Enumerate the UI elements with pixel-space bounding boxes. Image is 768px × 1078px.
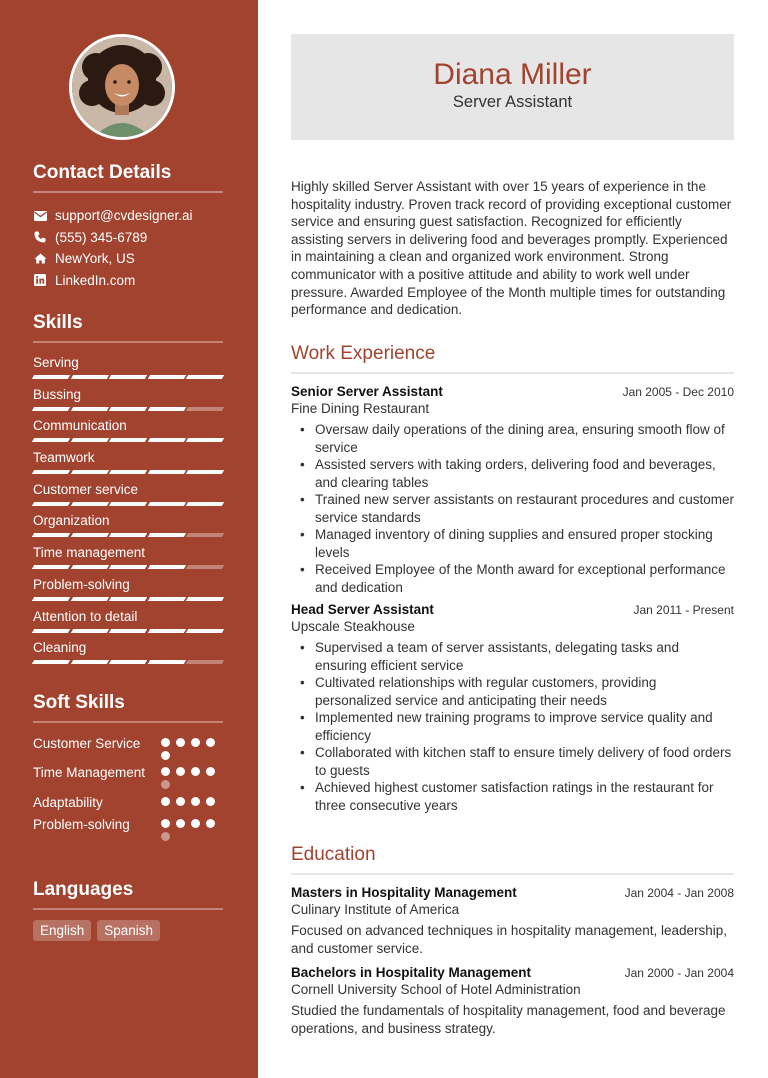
degree-title: Bachelors in Hospitality Management xyxy=(291,965,532,981)
skill-level-segment xyxy=(32,533,70,537)
contact-linkedin[interactable] xyxy=(33,270,223,292)
education-section xyxy=(291,844,734,1037)
job-bullets xyxy=(291,421,734,596)
skill-item xyxy=(33,512,223,544)
job-bullet: • Achieved highest customer satisfaction ratings in the restaurant for three consecutive years xyxy=(291,779,734,814)
skill-level-segment xyxy=(109,470,147,474)
skill-level-segment xyxy=(70,533,108,537)
skill-level-segment xyxy=(70,407,108,411)
skill-level-bar xyxy=(33,502,223,506)
skills-section xyxy=(33,312,223,671)
education-dates: Jan 2000 - Jan 2004 xyxy=(624,966,734,981)
contact-location-text: NewYork, US xyxy=(55,251,135,267)
contact-phone[interactable] xyxy=(33,227,223,249)
job-bullet: • Supervised a team of server assistants, delegating tasks and ensuring efficient service xyxy=(291,639,734,674)
skill-level-segment xyxy=(32,565,70,569)
education-header xyxy=(291,885,734,900)
skill-level-segment xyxy=(109,597,147,601)
rating-dot xyxy=(191,738,200,747)
skill-level-bar xyxy=(33,660,223,664)
skill-level-segment xyxy=(70,629,108,633)
skill-level-segment xyxy=(32,629,70,633)
education-dates: Jan 2004 - Jan 2008 xyxy=(624,886,734,900)
rating-dot xyxy=(206,819,215,828)
skill-name: Time management xyxy=(33,545,146,561)
skill-level-bar xyxy=(33,470,223,474)
skill-level-bar xyxy=(33,438,223,442)
skill-name: Organization xyxy=(33,513,110,529)
skill-level-segment xyxy=(109,407,147,411)
soft-skill-name: Customer Service xyxy=(33,736,141,751)
skill-item xyxy=(33,481,223,513)
language-tag: Spanish xyxy=(97,920,160,941)
job-header xyxy=(291,602,734,617)
languages-section xyxy=(33,879,223,941)
education-header xyxy=(291,965,734,980)
job-header xyxy=(291,384,734,399)
skill-level-bar xyxy=(33,629,223,633)
job-bullet: • Assisted servers with taking orders, delivering food and beverages, and clearing tables xyxy=(291,456,734,491)
soft-skills-section xyxy=(33,692,223,841)
skill-item xyxy=(33,449,223,481)
education-description: Focused on advanced techniques in hospitality management, leadership, and customer service. xyxy=(291,923,728,956)
soft-skill-item xyxy=(33,816,223,841)
skill-level-segment xyxy=(148,565,186,569)
linkedin-icon xyxy=(33,273,47,287)
skill-level-segment xyxy=(186,660,224,664)
contact-title: Contact Details xyxy=(33,162,223,193)
rating-dot xyxy=(161,832,170,841)
school-name: Cornell University School of Hotel Administration xyxy=(291,982,581,998)
skill-level-segment xyxy=(70,375,108,379)
skill-level-segment xyxy=(186,533,224,537)
job-entry xyxy=(291,602,734,814)
education-description: Studied the fundamentals of hospitality management, food and beverage operations, and business strategy. xyxy=(291,1003,726,1036)
skill-level-bar xyxy=(33,375,223,379)
skill-level-segment xyxy=(109,502,147,506)
skill-item xyxy=(33,639,223,671)
skill-level-segment xyxy=(148,407,186,411)
candidate-name: Diana Miller xyxy=(433,58,592,91)
soft-skill-name: Problem-solving xyxy=(33,817,130,832)
rating-dot xyxy=(161,797,170,806)
sidebar xyxy=(0,0,258,1078)
rating-dot xyxy=(206,738,215,747)
job-bullet: • Implemented new training programs to improve service quality and efficiency xyxy=(291,709,734,744)
contact-section xyxy=(33,162,223,291)
job-bullet: • Managed inventory of dining supplies and ensured proper stocking levels xyxy=(291,526,734,561)
skill-level-segment xyxy=(109,629,147,633)
skill-level-segment xyxy=(186,470,224,474)
rating-dot xyxy=(206,797,215,806)
skill-level-segment xyxy=(32,597,70,601)
skill-level-segment xyxy=(186,597,224,601)
education-entry xyxy=(291,965,734,1037)
skill-item xyxy=(33,576,223,608)
skill-level-segment xyxy=(70,660,108,664)
soft-skill-item xyxy=(33,794,223,811)
skill-level-segment xyxy=(32,502,70,506)
skill-level-segment xyxy=(148,660,186,664)
skill-level-segment xyxy=(70,502,108,506)
soft-skills-title: Soft Skills xyxy=(33,692,223,723)
home-icon xyxy=(33,252,47,266)
skill-name: Communication xyxy=(33,418,127,434)
skill-level-bar xyxy=(33,407,223,411)
skill-level-segment xyxy=(148,533,186,537)
work-section xyxy=(291,343,734,814)
avatar-icon xyxy=(72,37,172,137)
skill-level-segment xyxy=(148,502,186,506)
soft-skill-rating xyxy=(161,735,223,760)
skill-item xyxy=(33,544,223,576)
job-bullets xyxy=(291,639,734,814)
job-title: Head Server Assistant xyxy=(291,602,434,617)
job-dates: Jan 2005 - Dec 2010 xyxy=(622,385,734,399)
soft-skill-item xyxy=(33,764,223,789)
skill-item xyxy=(33,417,223,449)
rating-dot xyxy=(161,780,170,789)
skill-level-segment xyxy=(109,533,147,537)
rating-dot xyxy=(206,767,215,776)
job-bullet: • Trained new server assistants on restaurant procedures and customer service standards xyxy=(291,491,734,526)
envelope-icon xyxy=(33,209,47,223)
skill-level-segment xyxy=(70,438,108,442)
skill-level-segment xyxy=(186,629,224,633)
header xyxy=(291,34,734,140)
phone-icon xyxy=(33,230,47,244)
degree-title: Masters in Hospitality Management xyxy=(291,885,517,900)
skill-level-segment xyxy=(186,375,224,379)
education-title: Education xyxy=(291,844,734,875)
skill-level-segment xyxy=(70,470,108,474)
skill-level-segment xyxy=(109,438,147,442)
summary-text: Highly skilled Server Assistant with over 15 years of experience in the hospitality industry. Proven track record of providing exceptional customer service and ensuring guest satisfaction. Recognized for efficiently assisting servers in delivering food and beverages promptly. Experienced in maintaining a clean and organized work environment. Strong communicator with a positive attitude and ability to work well under pressure. Awarded Employee of the Month multiple times for outstanding performance and dedication. xyxy=(291,179,732,318)
summary-section xyxy=(291,178,734,319)
soft-skill-rating xyxy=(161,794,223,811)
job-bullet: • Oversaw daily operations of the dining area, ensuring smooth flow of service xyxy=(291,421,734,456)
skill-level-segment xyxy=(148,375,186,379)
language-tag: English xyxy=(33,920,91,941)
rating-dot xyxy=(161,751,170,760)
skill-name: Problem-solving xyxy=(33,576,130,592)
rating-dot xyxy=(191,819,200,828)
rating-dot xyxy=(176,738,185,747)
skill-level-segment xyxy=(32,470,70,474)
job-bullet: • Cultivated relationships with regular customers, providing personalized service and anticipating their needs xyxy=(291,674,734,709)
soft-skill-name: Adaptability xyxy=(33,795,103,810)
skill-name: Cleaning xyxy=(33,640,87,656)
contact-location xyxy=(33,248,223,270)
skill-level-segment xyxy=(70,597,108,601)
skill-name: Serving xyxy=(33,355,79,370)
skill-level-segment xyxy=(32,438,70,442)
job-company: Upscale Steakhouse xyxy=(291,619,415,634)
skill-level-segment xyxy=(32,660,70,664)
skill-level-segment xyxy=(109,565,147,569)
soft-skill-item xyxy=(33,735,223,760)
skill-name: Bussing xyxy=(33,386,82,402)
rating-dot xyxy=(191,797,200,806)
skill-level-segment xyxy=(70,565,108,569)
skill-item xyxy=(33,608,223,640)
rating-dot xyxy=(176,767,185,776)
skill-name: Attention to detail xyxy=(33,608,138,624)
job-title: Senior Server Assistant xyxy=(291,384,443,399)
languages-title: Languages xyxy=(33,879,223,910)
skill-level-segment xyxy=(32,407,70,411)
skill-level-segment xyxy=(186,438,224,442)
contact-linkedin-text: LinkedIn.com xyxy=(55,272,136,288)
skill-level-segment xyxy=(148,629,186,633)
skill-item xyxy=(33,354,223,386)
skill-level-bar xyxy=(33,597,223,601)
rating-dot xyxy=(161,738,170,747)
skills-title: Skills xyxy=(33,312,223,343)
skill-name: Teamwork xyxy=(33,450,95,466)
rating-dot xyxy=(176,819,185,828)
profile-photo xyxy=(69,34,175,140)
rating-dot xyxy=(161,767,170,776)
skill-level-segment xyxy=(109,375,147,379)
skill-level-segment xyxy=(32,375,70,379)
skill-level-segment xyxy=(148,438,186,442)
skill-name: Customer service xyxy=(33,481,139,497)
school-name: Culinary Institute of America xyxy=(291,902,460,917)
education-entry xyxy=(291,885,734,957)
work-title: Work Experience xyxy=(291,343,734,374)
skill-level-segment xyxy=(186,502,224,506)
soft-skill-rating xyxy=(161,816,223,841)
skill-level-segment xyxy=(109,660,147,664)
job-bullet: • Collaborated with kitchen staff to ensure timely delivery of food orders to guests xyxy=(291,744,734,779)
skill-level-segment xyxy=(186,565,224,569)
skill-item xyxy=(33,386,223,418)
contact-email[interactable] xyxy=(33,205,223,227)
rating-dot xyxy=(191,767,200,776)
job-company: Fine Dining Restaurant xyxy=(291,401,430,416)
job-entry xyxy=(291,384,734,596)
soft-skill-name: Time Management xyxy=(33,765,146,780)
skill-level-bar xyxy=(33,533,223,537)
skill-level-segment xyxy=(186,407,224,411)
skill-level-segment xyxy=(148,597,186,601)
soft-skill-rating xyxy=(161,764,223,789)
job-bullet: • Received Employee of the Month award for exceptional performance and dedication xyxy=(291,561,734,596)
contact-email-text: support@cvdesigner.ai xyxy=(55,208,193,224)
rating-dot xyxy=(161,819,170,828)
job-dates: Jan 2011 - Present xyxy=(633,603,734,617)
candidate-title: Server Assistant xyxy=(452,93,573,111)
rating-dot xyxy=(176,797,185,806)
contact-phone-text: (555) 345-6789 xyxy=(55,229,148,245)
skill-level-bar xyxy=(33,565,223,569)
skill-level-segment xyxy=(148,470,186,474)
